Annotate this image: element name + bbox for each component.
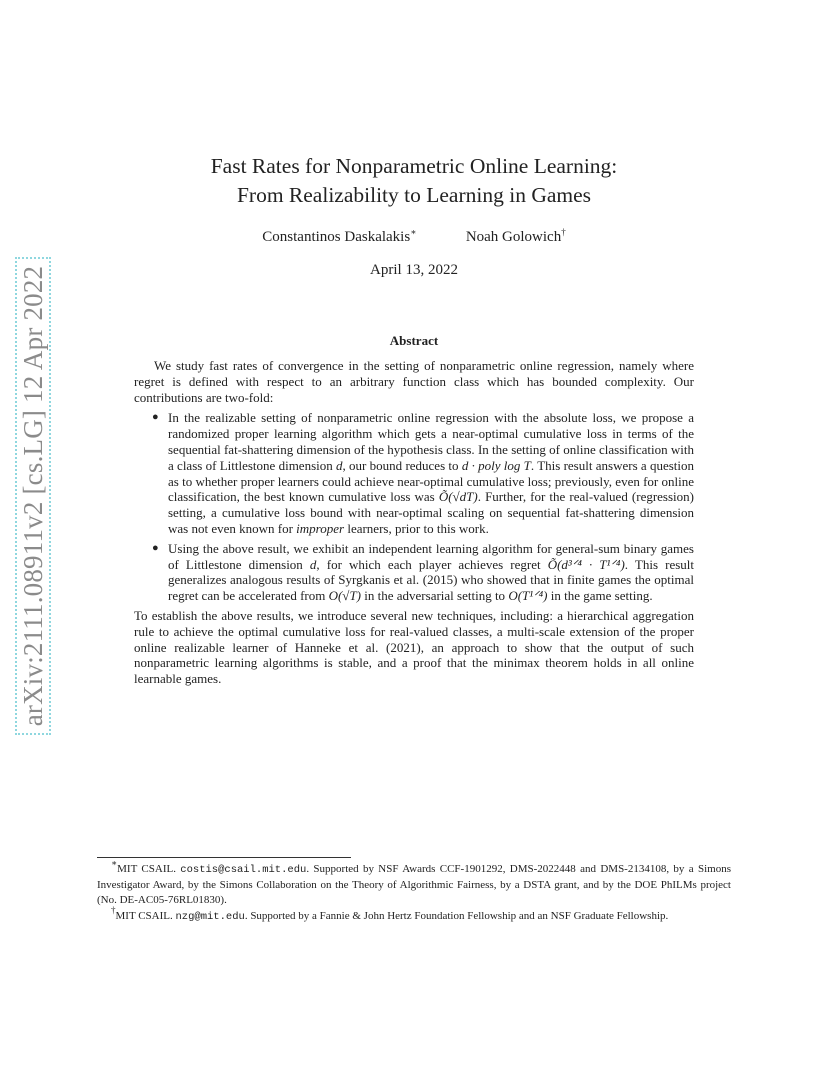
arxiv-stamp-area (15, 257, 51, 735)
author-name: Constantinos Daskalakis (262, 229, 411, 245)
author-footnote-mark[interactable]: † (561, 227, 566, 237)
author-footnote-mark[interactable]: ∗ (410, 227, 417, 237)
arxiv-stamp[interactable]: arXiv:2111.08911v2 [cs.LG] 12 Apr 2022 (15, 257, 51, 735)
email-link[interactable]: nzg@mit.edu (175, 910, 245, 923)
bullet-icon: ● (152, 411, 159, 424)
paper-date: April 13, 2022 (370, 262, 458, 278)
paper-title (130, 152, 698, 210)
abstract-heading: Abstract (389, 333, 439, 348)
abstract-intro: We study fast rates of convergence in the setting of nonparametric online regression, namely where regret is defined with respect to an arbitrary function class which has bounded complexity. Our contributions are two-fold: (134, 358, 694, 405)
footnote: †MIT CSAIL. nzg@mit.edu. Supported by a Fannie & John Hertz Foundation Fellowship and an NSF Graduate Fellowship. (111, 904, 669, 923)
abstract-body (134, 358, 694, 687)
footnote: ∗MIT CSAIL. costis@csail.mit.edu. Supported by NSF Awards CCF-1901292, DMS-2022448 and DMS-2134108, by a Simons Investigator Award, by the Simons Collaboration on the Theory of Algorithmic Fairness, by a DSTA grant, and by the DOE PhILMs project (No. DE-AC05-76RL01830). (97, 858, 731, 907)
bullet-icon: ● (152, 541, 159, 554)
list-item: ● In the realizable setting of nonparametric online regression with the absolute loss, we propose a randomized proper learning algorithm which gets a near-optimal cumulative loss in terms of the sequential fat-shattering dimension of the hypothesis class. In the setting of online classification with a class of Littlestone dimension d, our bound reduces to d · poly log T. This result answers a question as to whether proper learners could achieve near-optimal cumulative loss; previously, even for online classification, the best known cumulative loss was Õ(√dT). Further, for the real-valued (regression) setting, a cumulative loss bound with near-optimal scaling on sequential fat-shattering dimension was not even known for improper learners, prior to this work. (152, 410, 694, 536)
author-list (130, 229, 698, 246)
author-name: Noah Golowich (465, 229, 562, 245)
contributions-list (134, 410, 694, 604)
email-link[interactable]: costis@csail.mit.edu (180, 864, 307, 876)
list-item: ● Using the above result, we exhibit an independent learning algorithm for general-sum binary games of Littlestone dimension d, for which each player achieves regret Õ(d³ᐟ⁴ · T¹ᐟ⁴). This result generalizes analogous results of Syrgkanis et al. (2015) who showed that in finite games the optimal regret can be accelerated from O(√T) in the adversarial setting to O(T¹ᐟ⁴) in the game setting. (152, 540, 695, 604)
title-line-1: Fast Rates for Nonparametric Online Learning: (210, 154, 618, 178)
title-line-2: From Realizability to Learning in Games (236, 183, 592, 207)
abstract-closing: To establish the above results, we introduce several new techniques, including: a hierarchical aggregation rule to achieve the optimal cumulative loss for real-valued classes, a multi-scale extension of the proper online realizable learner of Hanneke et al. (2021), an approach to show that the output of such nonparametric learning algorithms is stable, and a proof that the minimax theorem holds in all online learnable games. (134, 607, 694, 687)
footnote-divider (97, 857, 351, 858)
footnotes (97, 858, 731, 925)
